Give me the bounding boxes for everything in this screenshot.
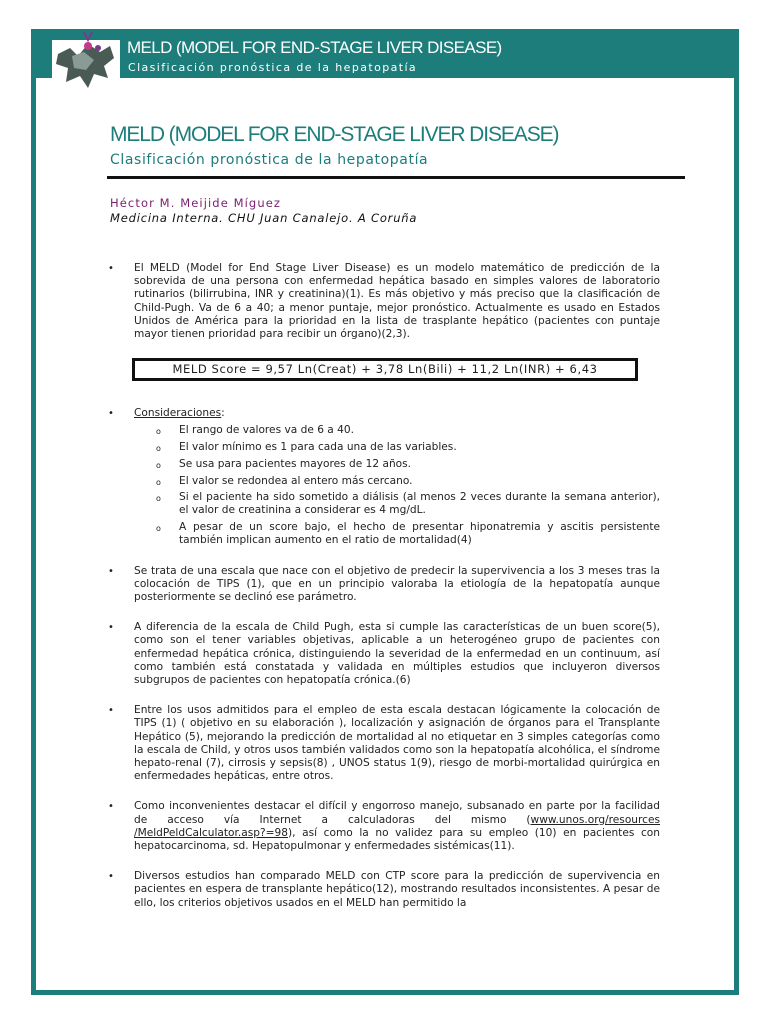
- body-paragraph: Entre los usos admitidos para el empleo de esta escala destacan lógicamente la colocación de TIPS (1) ( objetivo en su elaboración ), localización y asignación de órganos para el Transplante Hepático (5), mejorando la predicción de mortalidad al no etiquetar en 3 simples categorías como la escala de Child, y otros usos también validados como son la hepatopatía alcohólica, el síndrome hepato-renal (7), cirrosis y sepsis(8) , UNOS status 1(9), riesgo de morbi-mortalidad quirúrgica en enfermedades hepáticas, entre otros.: [134, 704, 660, 783]
- list-item: [134, 475, 660, 488]
- circle-bullet-icon: o: [156, 494, 161, 504]
- list-item: [134, 441, 660, 454]
- author-name: Héctor M. Meijide Míguez: [110, 196, 282, 210]
- consideration-text: Si el paciente ha sido sometido a diálisis (al menos 2 veces durante la semana anterior), el valor de creatinina a considerar es 4 mg/dL.: [179, 491, 660, 517]
- document-body: [108, 262, 660, 927]
- bullet-icon: •: [108, 705, 114, 717]
- consideration-text: El rango de valores va de 6 a 40.: [179, 424, 355, 437]
- body-paragraph-start: Como inconvenientes destacar el difícil y engorroso manejo, subsanado en parte por la facilidad de acceso vía Internet a calculadoras del mismo (: [134, 800, 660, 826]
- considerations-heading: Consideraciones: [134, 407, 222, 420]
- list-item: [108, 262, 660, 341]
- document-title: MELD (MODEL FOR END-STAGE LIVER DISEASE): [110, 123, 559, 146]
- circle-bullet-icon: o: [156, 444, 161, 454]
- author-affiliation: Medicina Interna. CHU Juan Canalejo. A Coruña: [110, 211, 418, 225]
- list-item: [134, 458, 660, 471]
- intro-paragraph: El MELD (Model for End Stage Liver Disease) es un modelo matemático de predicción de la sobrevida de una persona con enfermedad hepática basado en simples valores de laboratorio rutinarios (bilirrubina, INR y creatinina)(1). Es más objetivo y más preciso que la clasificación de Child-Pugh. Va de 6 a 40; a menor puntaje, mejor pronóstico. Actualmente es usado en Estados Unidos de América para la prioridad en la lista de trasplante hepático (pacientes con puntaje mayor tienen prioridad para recibir un órgano)(2,3).: [134, 262, 660, 341]
- consideration-text: Se usa para pacientes mayores de 12 años.: [179, 457, 412, 470]
- list-item: [108, 621, 660, 687]
- bullet-icon: •: [108, 801, 114, 813]
- bullet-icon: •: [108, 263, 114, 274]
- consideration-text: El valor mínimo es 1 para cada una de las variables.: [179, 441, 457, 454]
- meld-formula-box: MELD Score = 9,57 Ln(Creat) + 3,78 Ln(Bili) + 11,2 Ln(INR) + 6,43: [132, 358, 638, 381]
- medical-logo-icon: [48, 26, 124, 96]
- body-paragraph: Se trata de una escala que nace con el objetivo de predecir la supervivencia a los 3 meses tras la colocación de TIPS (1), que en un principio valoraba la etiología de la hepatopatía aunque posteriormente se declinó ese parámetro.: [134, 564, 660, 603]
- bullet-icon: •: [108, 622, 114, 634]
- list-item: [108, 407, 660, 547]
- header-subtitle: Clasificación pronóstica de la hepatopatía: [128, 61, 418, 74]
- list-item: [108, 704, 660, 783]
- circle-bullet-icon: o: [156, 477, 161, 487]
- bullet-icon: •: [108, 565, 114, 577]
- title-divider: [107, 176, 685, 179]
- consideration-text: A pesar de un score bajo, el hecho de presentar hiponatremia y ascitis persistente también implican aumento en el ratio de mortalidad(4): [179, 521, 660, 547]
- list-item: [108, 870, 660, 910]
- list-item: [108, 800, 660, 853]
- list-item: [134, 521, 660, 547]
- bullet-icon: •: [108, 871, 114, 883]
- circle-bullet-icon: o: [156, 460, 161, 470]
- document-subtitle: Clasificación pronóstica de la hepatopatía: [110, 152, 429, 168]
- circle-bullet-icon: o: [156, 524, 161, 534]
- circle-bullet-icon: o: [156, 427, 161, 437]
- considerations-colon: :: [221, 407, 225, 420]
- list-item: [108, 565, 660, 605]
- list-item: [134, 424, 660, 437]
- list-item: [134, 491, 660, 517]
- unos-calculator-link[interactable]: www.unos.org/resources /MeldPeldCalculator.asp?=98: [134, 813, 660, 839]
- header-title: MELD (MODEL FOR END-STAGE LIVER DISEASE): [127, 38, 502, 57]
- body-paragraph: Diversos estudios han comparado MELD con CTP score para la predicción de supervivencia en pacientes en espera de transplante hepático(12), mostrando resultados inconsistentes. A pesar de ello, los criterios objetivos usados en el MELD han permitido la: [134, 870, 660, 909]
- considerations-list: [134, 424, 660, 547]
- body-paragraph-end: ), así como la no validez para su empleo (10) en pacientes con hepatocarcinoma, sd. Hepatopulmonar y enfermedades sistémicas(11).: [134, 826, 660, 852]
- bullet-icon: •: [108, 408, 114, 420]
- consideration-text: El valor se redondea al entero más cercano.: [179, 474, 413, 487]
- body-paragraph: A diferencia de la escala de Child Pugh, esta si cumple las características de un buen score(5), como son el tener variables objetivas, aplicable a un heterogéneo grupo de pacientes con enfermedad hepática crónica, distinguiendo la severidad de la enfermedad en un continuum, así como también está constatada y validada en múltiples estudios que incluyeron diversos subgrupos de pacientes con hepatopatía crónica.(6): [134, 621, 660, 686]
